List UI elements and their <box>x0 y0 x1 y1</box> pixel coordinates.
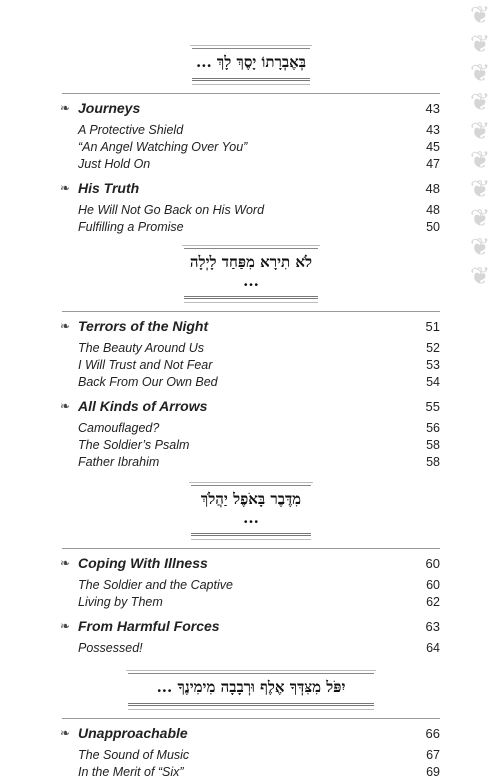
item-title: Living by Them <box>78 595 163 609</box>
page-number: 64 <box>426 641 440 655</box>
decorative-border-ornament-icon: ❦ <box>469 30 491 58</box>
page-number: 67 <box>426 748 440 762</box>
item-title: Father Ibrahim <box>78 455 160 469</box>
section-title: Terrors of the Night <box>78 318 209 334</box>
toc-section-entry[interactable] <box>62 555 440 572</box>
item-title: He Will Not Go Back on His Word <box>78 203 265 217</box>
page-number: 55 <box>425 399 440 414</box>
section-title: From Harmful Forces <box>78 618 220 634</box>
item-title: Possessed! <box>78 641 143 655</box>
item-title: In the Merit of “Six” <box>78 765 184 779</box>
chapter-hebrew-heading: מִדֶּבֶר בָּאֹפֶל יַהֲלֹךְ ... <box>191 485 311 536</box>
page-number: 58 <box>426 455 440 469</box>
item-title: Fulfilling a Promise <box>78 220 184 234</box>
page-number: 60 <box>426 578 440 592</box>
page-number: 43 <box>425 101 440 116</box>
section-title: Coping With Illness <box>78 555 208 571</box>
page-number: 51 <box>425 319 440 334</box>
decorative-border-ornament-icon: ❦ <box>469 59 491 87</box>
decorative-border-ornament-icon: ❦ <box>469 233 491 261</box>
leaf-ornament-icon: ❧ <box>60 319 71 333</box>
toc-item[interactable] <box>62 420 440 437</box>
item-title: The Soldier’s Psalm <box>78 438 190 452</box>
toc-section-entry[interactable] <box>62 318 440 335</box>
page-number: 47 <box>426 157 440 171</box>
toc-item[interactable] <box>62 577 440 594</box>
toc-item[interactable] <box>62 202 440 219</box>
chapter-hebrew-heading: בְּאֶבְרָתוֹ יָסֶךְ לָךְ ... <box>192 48 310 81</box>
toc-item[interactable] <box>62 139 440 156</box>
toc-item[interactable] <box>62 156 440 173</box>
toc-item[interactable] <box>62 764 440 781</box>
toc-item[interactable] <box>62 594 440 611</box>
page-number: 43 <box>426 123 440 137</box>
page-number: 66 <box>425 726 440 741</box>
page-number: 60 <box>425 556 440 571</box>
toc-item[interactable] <box>62 640 440 657</box>
decorative-border <box>458 0 500 290</box>
section-title: Unapproachable <box>78 725 188 741</box>
section-title: His Truth <box>78 180 140 196</box>
leaf-ornament-icon: ❧ <box>60 399 71 413</box>
page-number: 69 <box>426 765 440 779</box>
toc-item[interactable] <box>62 340 440 357</box>
page-number: 58 <box>426 438 440 452</box>
item-title: A Protective Shield <box>78 123 184 137</box>
page-number: 63 <box>425 619 440 634</box>
leaf-ornament-icon: ❧ <box>60 101 71 115</box>
leaf-ornament-icon: ❧ <box>60 181 71 195</box>
decorative-border-ornament-icon: ❦ <box>469 146 491 174</box>
toc-section-entry[interactable] <box>62 725 440 742</box>
decorative-border-ornament-icon: ❦ <box>469 117 491 145</box>
leaf-ornament-icon: ❧ <box>60 726 71 740</box>
toc-item[interactable] <box>62 437 440 454</box>
decorative-border-ornament-icon: ❦ <box>469 204 491 232</box>
item-title: The Beauty Around Us <box>78 341 204 355</box>
toc-item[interactable] <box>62 219 440 236</box>
section-title: Journeys <box>78 100 141 116</box>
item-title: Camouflaged? <box>78 421 160 435</box>
item-title: Back From Our Own Bed <box>78 375 218 389</box>
leaf-ornament-icon: ❧ <box>60 619 71 633</box>
chapter-hebrew-heading: לֹא תִירָא מִפַּחַד לָיְלָה ... <box>184 248 318 299</box>
decorative-border-ornament-icon: ❦ <box>469 175 491 203</box>
decorative-border-ornament-icon: ❦ <box>469 262 491 290</box>
leaf-ornament-icon: ❧ <box>60 556 71 570</box>
section-title: All Kinds of Arrows <box>78 398 208 414</box>
toc-section-entry[interactable] <box>62 618 440 635</box>
toc-item[interactable] <box>62 374 440 391</box>
page-number: 54 <box>426 375 440 389</box>
page-number: 62 <box>426 595 440 609</box>
toc-item[interactable] <box>62 357 440 374</box>
page-number: 48 <box>426 203 440 217</box>
table-of-contents <box>62 48 440 781</box>
toc-item[interactable] <box>62 454 440 471</box>
page-number: 56 <box>426 421 440 435</box>
item-title: Just Hold On <box>78 157 151 171</box>
toc-section-entry[interactable] <box>62 180 440 197</box>
page-number: 50 <box>426 220 440 234</box>
item-title: The Sound of Music <box>78 748 190 762</box>
chapter-hebrew-heading: יִפֹּל מִצִּדְּךָ אֶלֶף וּרְבָבָה מִימִינֶךָ ... <box>128 673 374 706</box>
page-number: 53 <box>426 358 440 372</box>
page-number: 52 <box>426 341 440 355</box>
toc-item[interactable] <box>62 122 440 139</box>
item-title: I Will Trust and Not Fear <box>78 358 213 372</box>
page-number: 48 <box>425 181 440 196</box>
decorative-border-ornament-icon: ❦ <box>469 1 491 29</box>
toc-section-entry[interactable] <box>62 100 440 117</box>
item-title: “An Angel Watching Over You” <box>78 140 248 154</box>
page-number: 45 <box>426 140 440 154</box>
toc-section-entry[interactable] <box>62 398 440 415</box>
item-title: The Soldier and the Captive <box>78 578 233 592</box>
decorative-border-ornament-icon: ❦ <box>469 88 491 116</box>
